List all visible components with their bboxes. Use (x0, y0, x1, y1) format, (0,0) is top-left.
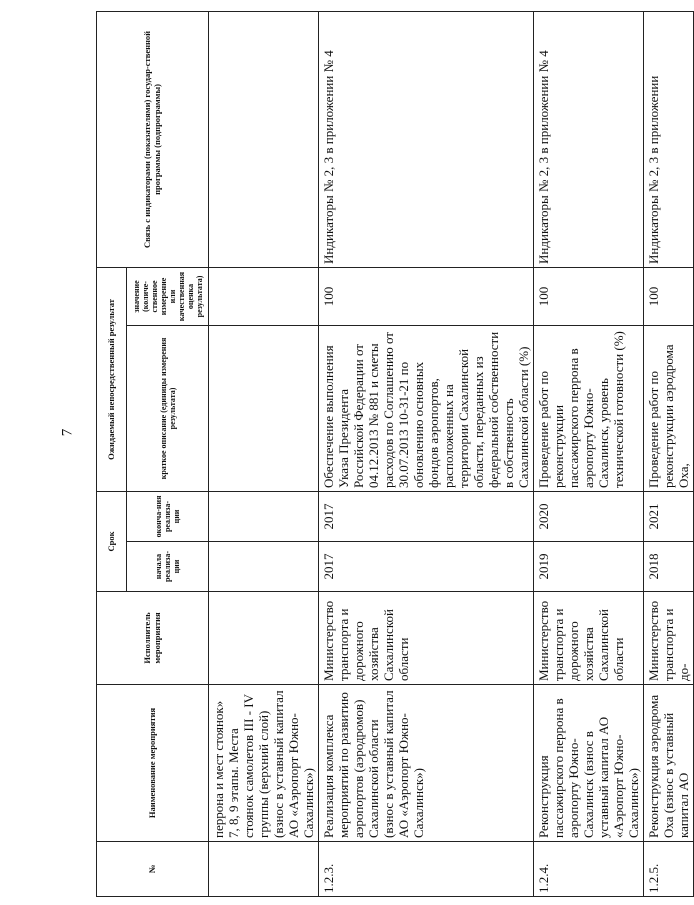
row-end: 2017 (319, 491, 534, 541)
row-desc: Проведение работ по реконструкции пассажирского перрона в аэропорту Южно-Сахалинск, уровень технической готовности (%) (534, 325, 644, 491)
row-end: 2021 (644, 491, 694, 541)
row-value: 100 (534, 267, 644, 325)
header-term-end: оконча-ния реализа-ции (127, 491, 209, 541)
table-row (209, 11, 319, 896)
row-end (209, 491, 319, 541)
header-result-desc: краткое описание (единицы измерения результата) (127, 325, 209, 491)
row-executor: Министерство транспорта и дорожного хозяйства Сахалинской области (319, 592, 534, 685)
row-link: Индикаторы № 2, 3 в приложении № 4 (534, 11, 644, 267)
row-num: 1.2.5. (644, 842, 694, 897)
program-measures-table (96, 11, 694, 897)
page-number: 7 (59, 428, 76, 437)
row-link: Индикаторы № 2, 3 в приложении № 4 (319, 11, 534, 267)
header-result: Ожидаемый непосредственный результат (97, 267, 127, 491)
row-value: 100 (644, 267, 694, 325)
row-start: 2019 (534, 542, 644, 592)
row-end: 2020 (534, 491, 644, 541)
header-executor: Исполнитель мероприятия (97, 592, 209, 685)
row-desc (209, 325, 319, 491)
header-result-value: значение (количе-ственное измерение или качественная оценка результата) (127, 267, 209, 325)
table-row (534, 11, 644, 896)
row-start: 2017 (319, 542, 534, 592)
row-name: Реконструкция аэродрома Оха (взнос в уставный капитал АО (644, 685, 694, 842)
row-name: Реализация комплекса мероприятий по развитию аэропортов (аэродромов) Сахалинской области (взнос в уставный капитал АО «Аэропорт Южно-Сахалинск») (319, 685, 534, 842)
table-row (644, 11, 694, 896)
row-executor (209, 592, 319, 685)
row-name: Реконструкция пассажирского перрона в аэропорту Южно-Сахалинск (взнос в уставный капитал АО «Аэропорт Южно-Сахалинск») (534, 685, 644, 842)
row-name: перрона и мест стоянок» 7, 8, 9 этапы. Места стоянок самолетов III - IV группы (верхний слой) (взнос в уставный капитал АО «Аэропорт Южно-Сахалинск») (209, 685, 319, 842)
header-indicators: Связь с индикаторами (показателями) государ-ственной программы (подпрограммы) (97, 11, 209, 267)
row-link: Индикаторы № 2, 3 в приложении (644, 11, 694, 267)
header-term: Срок (97, 491, 127, 591)
header-term-start: начала реализа-ции (127, 542, 209, 592)
header-num: № (97, 842, 209, 897)
row-num: 1.2.4. (534, 842, 644, 897)
row-num: 1.2.3. (319, 842, 534, 897)
header-name: Наименование мероприятия (97, 685, 209, 842)
row-start: 2018 (644, 542, 694, 592)
table-row (319, 11, 534, 896)
row-value (209, 267, 319, 325)
row-desc: Обеспечение выполнения Указа Президента Российской Федерации от 04.12.2013 № 881 и сметы расходов по Соглашению от 30.07.2013 10-31-21 по обновлению основных фондов аэропортов, расположенных на территории Сахалинской области, переданных из федеральной собственности в собственность Сахалинской области (%) (319, 325, 534, 491)
row-desc: Проведение работ по реконструкции аэродрома Оха, (644, 325, 694, 491)
row-executor: Министерство транспорта и дорожного хозяйства Сахалинской области (534, 592, 644, 685)
row-link (209, 11, 319, 267)
row-start (209, 542, 319, 592)
row-executor: Министерство транспорта и до- (644, 592, 694, 685)
row-value: 100 (319, 267, 534, 325)
row-num (209, 842, 319, 897)
